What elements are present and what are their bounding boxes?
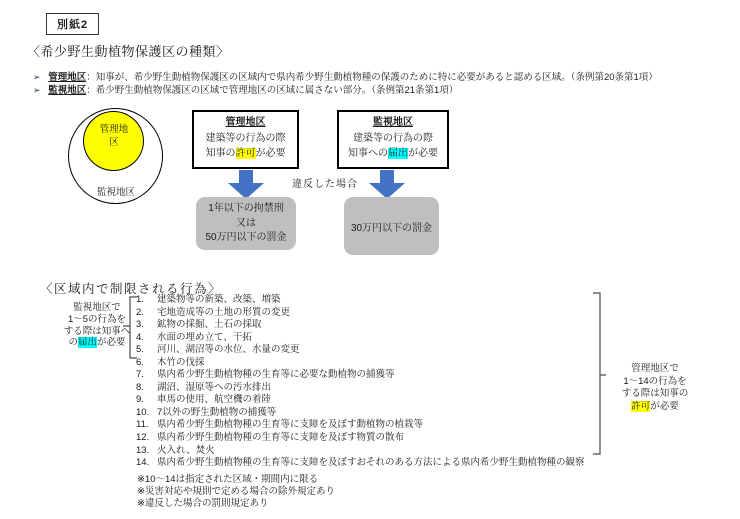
item-number: 10. [136,406,150,418]
item-text: 車馬の使用、航空機の着陸 [157,394,272,406]
penalty-line: 50万円以下の罰金 [205,232,287,243]
item-text: 建築物等の新築、改築、増築 [157,294,281,305]
note-line: 監視地区で [73,302,121,313]
list-item [136,369,585,382]
arrow-shaft [239,170,253,183]
list-item [136,457,585,470]
item-number: 3. [136,319,144,331]
kanshi-district-box [337,110,449,169]
penalty-line: 30万円以下の罰金 [350,222,433,234]
kanri-penalty-box [196,197,296,250]
item-number: 1. [136,294,144,305]
item-number: 13. [136,444,150,456]
line2-pre: 知事への [348,148,388,159]
list-item [136,432,585,445]
list-item [136,394,585,407]
list-item [136,332,585,345]
highlight-todokede: 届出 [77,337,97,349]
brace-items-1-14 [590,291,608,459]
footnote-line: ※災害対応や規則で定める場合の除外規定あり [137,486,335,498]
item-text: 木竹の伐採 [157,356,205,368]
note-post: が必要 [650,400,679,412]
arrow-shaft [380,170,394,183]
item-number: 5. [136,344,144,356]
venn-inner-label: 管理地区 [99,124,129,148]
down-arrow-icon [228,170,264,199]
item-text: 宅地造成等の土地の形質の変更 [157,306,291,318]
footnote-line: ※違反した場合の罰則規定あり [137,498,269,510]
item-text: 火入れ、焚火 [157,444,215,456]
list-item [136,294,585,307]
note-pre: の [68,337,78,349]
line2-post: が必要 [408,148,438,159]
definition-term: 監視地区 [48,85,87,96]
kanri-district-box-title: 管理地区 [225,117,266,128]
item-text: 県内希少野生動植物種の生育等に必要な動植物の捕獲等 [157,369,395,381]
item-number: 14. [136,457,150,469]
definition-list [33,71,658,97]
definition-term: 管理地区 [48,72,87,83]
restricted-section-title: 〈区域内で制限される行為〉 [40,282,223,296]
item-text: 県内希少野生動植物種の生育等に支障を及ぼす動植物の植栽等 [157,419,424,431]
item-number: 2. [136,306,144,318]
note-line: 1～5の行為を [67,313,127,325]
highlight-todokede: 届出 [388,148,408,159]
list-item [136,407,585,420]
kanri-district-box-line1: 建築等の行為の際 [205,132,286,144]
footnotes [137,474,335,510]
item-text: 県内希少野生動植物種の生育等に支障を及ぼすおそれのある方法による県内希少野生動植物種の観察 [157,457,585,469]
line2-post: が必要 [255,148,286,159]
penalty-line: 又は [236,217,256,229]
definition-text: ：希少野生動植物保護区の区域で管理地区の区域に属さない部分。（条例第21条第1項） [86,85,459,96]
item-number: 12. [136,432,150,444]
list-item [136,357,585,370]
kanshi-district-box-title: 監視地区 [373,117,413,128]
kanshi-district-box-line1: 建築等の行為の際 [353,132,433,144]
attachment-tag-label: 別紙2 [57,19,89,31]
note-post: が必要 [97,337,126,349]
arrow-bullet-icon: ➢ [33,85,41,95]
restricted-items-list [136,294,585,470]
attachment-tag [46,13,99,35]
definition-kanri-chiku [33,71,658,84]
definition-text: ：知事が、希少野生動植物保護区の区域内で県内希少野生動植物種の保護のために特に必要があると認める区域。（条例第20条第1項） [86,72,658,83]
kanshi-penalty-box [344,197,439,255]
item-number: 6. [136,356,144,368]
item-text: 河川、湖沼等の水位、水量の変更 [157,344,300,356]
item-text: 鉱物の採掘、土石の採取 [157,319,262,331]
kanri-district-box [192,110,299,169]
note-line: 管理地区で [631,363,679,374]
note-line: する際は知事へ [63,325,131,337]
note-line: する際は知事の [621,388,689,400]
item-number: 7. [136,369,144,381]
note-line: 1～14の行為を [623,375,687,387]
footnote-line: ※10～14は指定された区域・期間内に限る [137,474,319,485]
kanri-side-note [612,363,698,413]
item-number: 9. [136,394,144,406]
item-text: 水面の埋め立て、干拓 [157,331,252,343]
list-item [136,319,585,332]
venn-outer-label: 監視地区 [96,187,135,198]
item-number: 11. [136,419,149,431]
violation-label: 違反した場合 [292,179,358,190]
highlight-kyoka: 許可 [631,400,651,412]
item-number: 8. [136,381,144,393]
page-title: 〈希少野生動植物保護区の種類〉 [27,44,230,59]
kanshi-district-box-line2 [339,146,447,162]
highlight-kyoka: 許可 [235,148,256,159]
item-text: 県内希少野生動植物種の生育等に支障を及ぼす物質の散布 [157,432,405,444]
list-item [136,445,585,458]
item-number: 4. [136,331,144,343]
item-text: 湖沼、湿原等への汚水排出 [157,381,272,393]
line2-pre: 知事の [205,148,236,159]
definition-kanshi-chiku [33,84,658,97]
kanri-district-box-line2 [194,146,297,162]
list-item [136,419,585,432]
down-arrow-icon [369,170,405,199]
arrow-bullet-icon: ➢ [33,72,41,82]
list-item [136,382,585,395]
list-item [136,344,585,357]
penalty-line: 1年以下の拘禁刑 [208,203,284,214]
item-text: 7以外の野生動植物の捕獲等 [157,406,277,418]
note-line [612,401,698,414]
list-item [136,307,585,320]
